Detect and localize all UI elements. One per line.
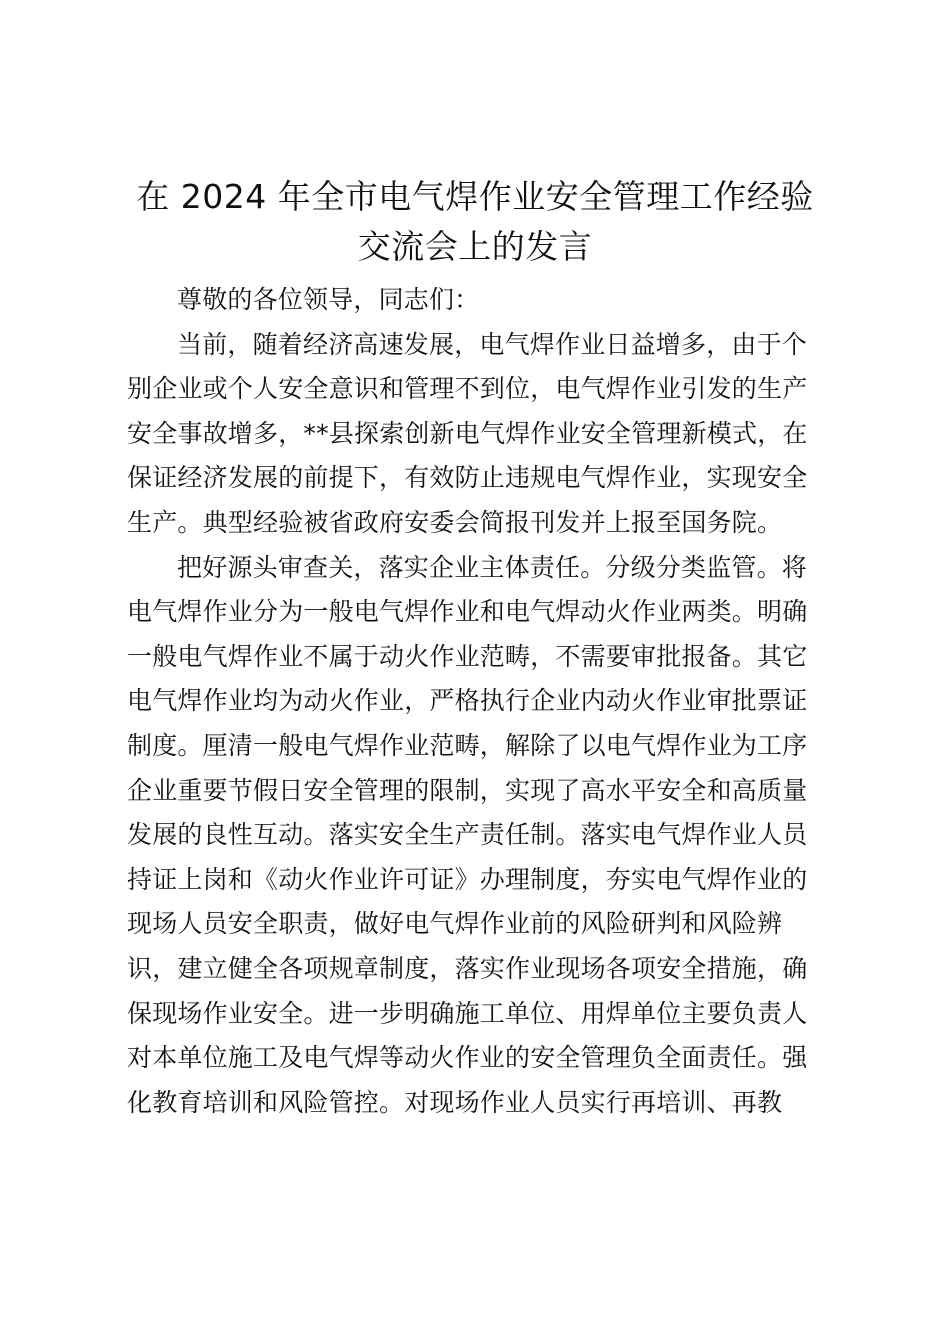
paragraph-line: 发展的良性互动。落实安全生产责任制。落实电气焊作业人员 xyxy=(127,820,808,850)
paragraph-line: 别企业或个人安全意识和管理不到位，电气焊作业引发的生产 xyxy=(127,374,808,404)
paragraph-line: 把好源头审查关，落实企业主体责任。分级分类监管。将 xyxy=(177,552,808,582)
paragraph-line: 对本单位施工及电气焊等动火作业的安全管理负全面责任。强 xyxy=(127,1043,808,1073)
paragraph-line: 当前，随着经济高速发展，电气焊作业日益增多，由于个 xyxy=(177,329,808,359)
paragraph-line: 化教育培训和风险管控。对现场作业人员实行再培训、再教 xyxy=(127,1087,783,1117)
title-line: 在 2024 年全市电气焊作业安全管理工作经验 xyxy=(136,177,814,216)
paragraph-line: 安全事故增多，**县探索创新电气焊作业安全管理新模式，在 xyxy=(127,418,808,448)
title-line: 交流会上的发言 xyxy=(357,227,593,266)
paragraph-line: 一般电气焊作业不属于动火作业范畴，不需要审批报备。其它 xyxy=(127,641,808,671)
document-body xyxy=(127,278,827,1125)
paragraph-line: 企业重要节假日安全管理的限制，实现了高水平安全和高质量 xyxy=(127,775,808,805)
paragraph-line: 电气焊作业均为动火作业，严格执行企业内动火作业审批票证 xyxy=(127,686,808,716)
paragraph-line: 保证经济发展的前提下，有效防止违规电气焊作业，实现安全 xyxy=(127,463,808,493)
paragraph-line: 制度。厘清一般电气焊作业范畴，解除了以电气焊作业为工序 xyxy=(127,730,808,760)
paragraph-line: 现场人员安全职责，做好电气焊作业前的风险研判和风险辨 xyxy=(127,909,783,939)
document-title xyxy=(120,172,830,272)
salutation: 尊敬的各位领导，同志们： xyxy=(177,285,480,314)
paragraph-line: 电气焊作业分为一般电气焊作业和电气焊动火作业两类。明确 xyxy=(127,597,808,627)
paragraph-line: 保现场作业安全。进一步明确施工单位、用焊单位主要负责人 xyxy=(127,998,808,1028)
paragraph-line: 识，建立健全各项规章制度，落实作业现场各项安全措施，确 xyxy=(127,953,808,983)
paragraph-line: 持证上岗和《动火作业许可证》办理制度，夯实电气焊作业的 xyxy=(127,864,808,894)
paragraph-line: 生产。典型经验被省政府安委会简报刊发并上报至国务院。 xyxy=(127,507,783,537)
